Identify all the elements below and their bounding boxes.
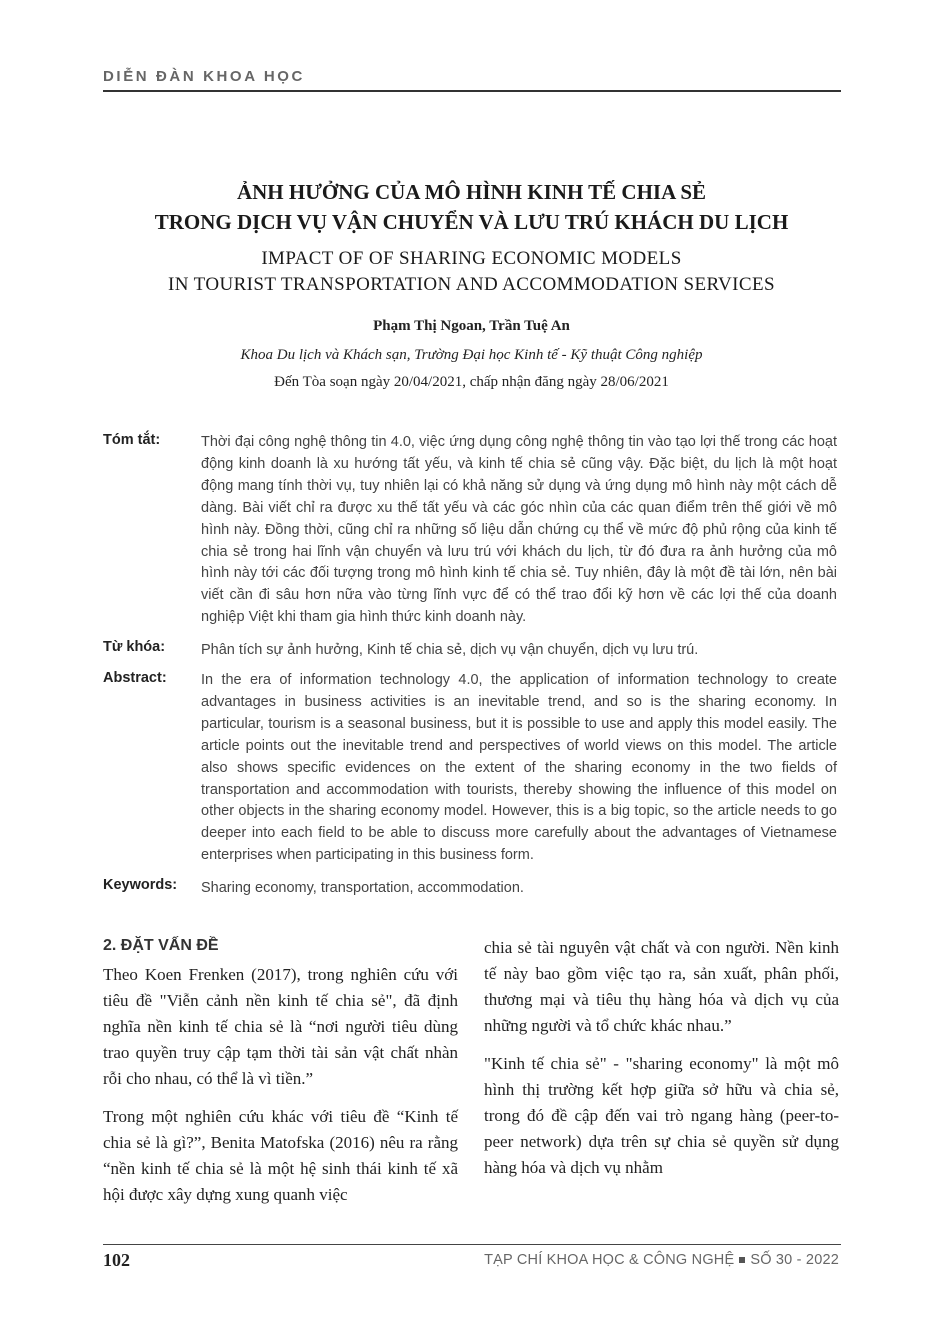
title-vi-line-2: TRONG DỊCH VỤ VẬN CHUYỂN VÀ LƯU TRÚ KHÁCH DU LỊCH [154, 210, 789, 234]
body-paragraph: "Kinh tế chia sẻ" - "sharing economy" là một mô hình thị trường kết hợp giữa sở hữu và chia sẻ, trong đó đề cập đến vai trò ngang hàng (peer-to-peer network) dựa trên sự chia sẻ quyền sử dụng hàng hóa và dịch vụ nhằm [484, 1054, 839, 1177]
body-paragraph: Theo Koen Frenken (2017), trong nghiên cứu với tiêu đề "Viễn cảnh nền kinh tế chia sẻ", đã định nghĩa nền kinh tế chia sẻ là “nơi người tiêu dùng trao quyền truy cập tạm thời tài sản vật chất nhàn rỗi cho nhau, có thể là vì tiền.” [103, 965, 458, 1088]
body-paragraph: Trong một nghiên cứu khác với tiêu đề “Kinh tế chia sẻ là gì?”, Benita Matofska (2016) nêu ra rằng “nền kinh tế chia sẻ là một hệ sinh thái kinh tế xã hội được xây dựng xung quanh việc [103, 1107, 458, 1204]
tomtat-label: Tóm tắt: [103, 432, 161, 448]
journal-issue: SỐ 30 - 2022 [750, 1252, 839, 1268]
footer-rule [103, 1244, 841, 1245]
journal-name: TẠP CHÍ KHOA HỌC & CÔNG NGHỆ [484, 1252, 735, 1268]
abstract-label: Abstract: [103, 670, 167, 686]
header-rule [103, 90, 841, 92]
abstract-text: In the era of information technology 4.0, the application of information technology to create advantages in business activities is an inevitable trend, and so is the sharing economy. In particular, tourism is a seasonal business, but it is possible to use and apply this model easily. The article points out the inevitable trend and perspectives of world views on this model. The article also shows specific evidences on the extent of the sharing economy in the two fields of transportation and accommodation with tourists, thereby showing the influence of this model on other objects in the sharing economy model. However, this is a big topic, so the article needs to go deeper into each field to be able to discuss more carefully about the advantages of Vietnamese enterprises when participating in this business form. [201, 672, 837, 864]
title-en-line-1: IMPACT OF OF SHARING ECONOMIC MODELS [261, 248, 682, 269]
section-label: DIỄN ĐÀN KHOA HỌC [103, 68, 305, 85]
keywords-text: Sharing economy, transportation, accommodation. [201, 880, 524, 896]
keywords-label: Keywords: [103, 877, 178, 893]
received-dates: Đến Tòa soạn ngày 20/04/2021, chấp nhận đăng ngày 28/06/2021 [274, 374, 669, 390]
body-column-left [103, 962, 458, 1208]
authors: Phạm Thị Ngoan, Trần Tuệ An [373, 318, 570, 334]
page-number: 102 [103, 1250, 130, 1270]
body-column-right [484, 935, 839, 1181]
tomtat-text: Thời đại công nghệ thông tin 4.0, việc ứng dụng công nghệ thông tin vào tạo lợi thế trong các hoạt động kinh doanh là xu hướng tất yếu, và kinh tế chia sẻ cũng vậy. Đặc biệt, du lịch là một hoạt động mang tính thời vụ, tuy nhiên lại có khả năng sử dụng và ứng dụng mô hình này một cách dễ dàng. Bài viết chỉ ra được xu thế tất yếu và các góc nhìn của các quan điểm trên thế giới về mô hình này. Đồng thời, cũng chỉ ra những số liệu dẫn chứng cụ thể về mức độ phủ rộng của kinh tế chia sẻ trong hai lĩnh vận chuyển và lưu trú với khách du lịch, từ đó đưa ra ảnh hưởng của mô hình này tới các đối tượng trong mô hình kinh tế chia sẻ. Tuy nhiên, đây là một đề tài lớn, nên bài viết cần đi sâu hơn nữa vào từng lĩnh vực để có thể trao đổi kỹ hơn về các lợi thế của doanh nghiệp Việt khi tham gia hình thức kinh doanh này. [201, 434, 837, 626]
title-en-line-2: IN TOURIST TRANSPORTATION AND ACCOMMODATION SERVICES [168, 274, 775, 295]
journal-footer [484, 1252, 839, 1268]
square-bullet-icon [739, 1257, 745, 1263]
title-vi-line-1: ẢNH HƯỞNG CỦA MÔ HÌNH KINH TẾ CHIA SẺ [236, 180, 707, 204]
section-heading: 2. ĐẶT VẤN ĐỀ [103, 937, 219, 954]
affiliation: Khoa Du lịch và Khách sạn, Trường Đại học Kinh tế - Kỹ thuật Công nghiệp [240, 347, 703, 363]
tukhoa-label: Từ khóa: [103, 639, 166, 655]
tukhoa-text: Phân tích sự ảnh hưởng, Kinh tế chia sẻ, dịch vụ vận chuyển, dịch vụ lưu trú. [201, 642, 699, 658]
body-paragraph: chia sẻ tài nguyên vật chất và con người. Nền kinh tế này bao gồm việc tạo ra, sản xuất, phân phối, thương mại và tiêu thụ hàng hóa và dịch vụ của những người và tổ chức khác nhau.” [484, 938, 839, 1035]
